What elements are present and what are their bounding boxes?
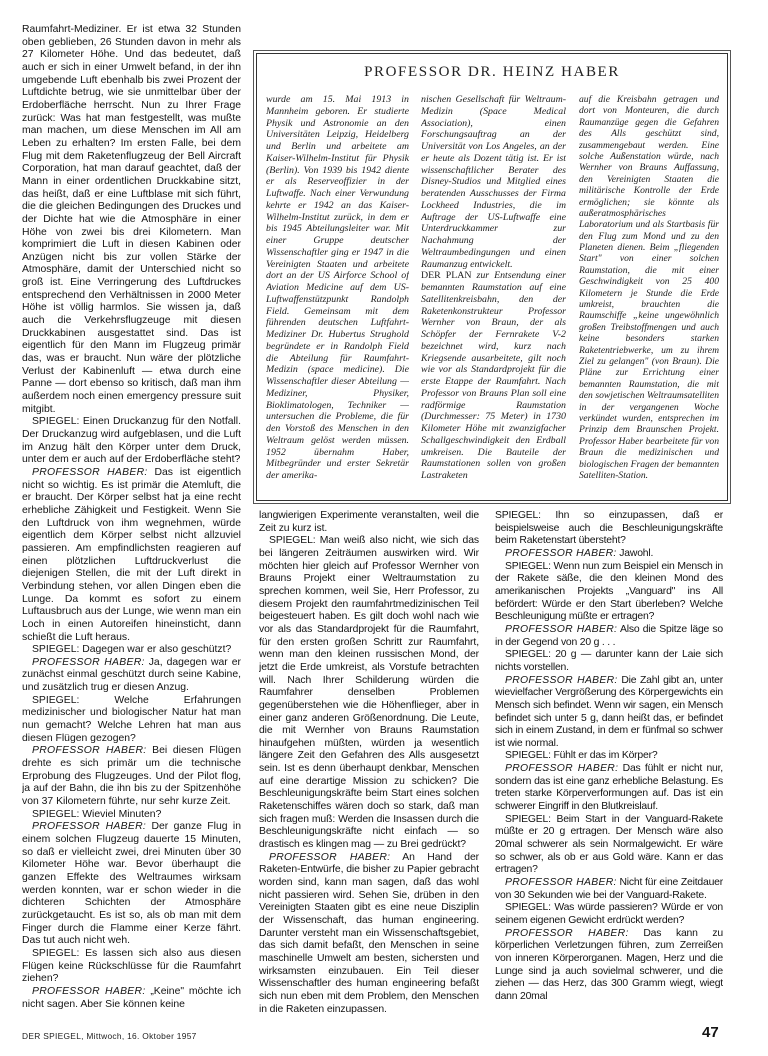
paragraph-text: Bei diesen Flügen drehte es sich primär um die technische Erprobung des Flugzeuges. Und der Pilot flog, ja auf der Bahn, die ihn bis zu der Spitzenhöhe von 37 Kilometern führte, nur sehr kurze Zeit. [22,745,241,808]
speaker-label: PROFESSOR HABER: [505,927,629,939]
column-left [22,24,241,1028]
paragraph [22,986,241,1011]
paragraph [495,750,723,763]
paragraph-text: Der ganze Flug in einem solchen Flugzeug dauerte 15 Minuten, so daß er vielleicht zwei, drei Minuten über 30 Kilometer Höhe war. Bevor überhaupt die ganzen Effekte des Weltraumes wirksam werden konnten, war er schon wieder in die dichteren Schichten der Atmosphäre zurückgetaucht. Es ist so, als ob man mit dem Finger durch die Flamme einer Kerze fährt. Das tut auch nicht weh. [22,821,241,947]
speaker-label: PROFESSOR HABER: [505,623,618,635]
paragraph [22,416,241,467]
box-lead: DER PLAN [421,270,472,282]
paragraph-text: Also die Spitze läge so in der Gegend von 20 g . . . [495,623,723,648]
speaker-label: SPIEGEL: [505,750,551,762]
speaker-label: SPIEGEL: [505,902,551,914]
paragraph-text: Beim Start in der Vanguard-Rakete müßte er 20 g ertragen. Der Mensch wäre also 20mal schwerer als sein Normalgewicht. Er wäre so schwer, als ob er aus Gold wäre. Kann er das ertragen? [495,813,723,876]
paragraph [495,649,723,674]
speaker-label: SPIEGEL: [32,947,80,959]
box-column-1 [266,94,409,492]
speaker-label: SPIEGEL: [32,808,80,820]
speaker-label: PROFESSOR HABER: [505,877,617,889]
paragraph [495,624,723,649]
box-column-2 [421,94,566,492]
speaker-label: SPIEGEL: [505,813,551,825]
paragraph-text: Das fühlt er nicht nur, sondern das ist eine ganz erhebliche Belastung. Es treten starke Körperverformungen auf. Das ist ein schwerer Eingriff in den Blutkreislauf. [495,763,723,813]
speaker-label: SPIEGEL: [32,694,80,706]
speaker-label: PROFESSOR HABER: [32,745,147,757]
paragraph [22,948,241,986]
box-text: auf die Kreisbahn getragen und dort von Monteuren, die durch Raumanzüge gegen die Gefahren des Alls geschützt sind, zusammengebaut werden. Eine solche Außenstation würde, nach Wernher von Brauns Auffassung, den Vereinigten Staaten die militärische Kontrolle der Erde ermöglichen; sie könnte als außeratmosphärisches Laboratorium und als Startbasis für den Flug zum Mond und zu den Planeten dienen. Beim „fliegenden Start" von einer solchen Raumstation, die mit einer Geschwindigkeit von 25 400 Kilometern je Stunde die Erde umkreist, brauchten die Raumschiffe „keine ungewöhnlich großen Treibstoffmengen und auch keine besonders starken Raketentriebwerke, um zu ihrem Ziel zu gelangen" (von Braun). Die Pläne zur Errichtung einer bemannten Raumstation, die mit den sowjetischen Weltraumsatelliten in der vergangenen Woche verkündet wurden, entsprechen im Prinzip dem Braunschen Projekt. Professor Haber bearbeitete für von Braun die medizinischen und biologischen Fragen der bemannten Satelliten-Station. [579,94,719,481]
box-text: wurde am 15. Mai 1913 in Mannheim geboren. Er studierte Physik und Astronomie an den Universitäten Leipzig, Heidelberg und Berlin und arbeitete am Kaiser-Wilhelm-Institut für Physik (Berlin). Von 1939 bis 1942 diente er als Reserveoffizier in der Luftwaffe. Nach einer Verwundung kehrte er 1942 an das Kaiser-Wilhelm-Institut zurück, in dem er bis 1945 Abteilungsleiter war. Mit einer Gruppe deutscher Wissenschaftler ging er 1947 in die Vereinigten Staaten und arbeitete dort an der US Airforce School of Aviation Medicine auf dem US-Luftwaffenstützpunkt Randolph Field. Gemeinsam mit dem führenden deutschen Luftfahrt-Mediziner Dr. Hubertus Strughold begründete er in Randolph Field die Abteilung für Raumfahrt-Medizin (space medicine). Die Wissenschaftler dieser Abteilung — Mediziner, Physiker, Bioklimatologen, Techniker — untersuchen die Probleme, die für den Vorstoß des Menschen in den Weltraum gelöst werden müssen. 1952 übernahm Haber, Mitbegründer und erster Sekretär der amerika- [266,94,409,481]
paragraph [495,877,723,902]
paragraph [495,814,723,877]
speaker-label: SPIEGEL: [32,416,80,428]
paragraph [495,763,723,814]
paragraph [22,809,241,822]
speaker-label: PROFESSOR HABER: [505,763,619,775]
paragraph [495,561,723,624]
paragraph-text: „Keine" möchte ich nicht sagen. Aber Sie können keine [22,985,241,1010]
paragraph-text: Wenn nun zum Beispiel ein Mensch in der Rakete säße, die den kleinen Mond des amerikanischen Projekts „Vanguard" ins All befördert: Würde er den Start überleben? Welche Beschleunigung müßte er ertragen? [495,560,723,623]
speaker-label: PROFESSOR HABER: [32,985,146,997]
speaker-label: SPIEGEL: [495,510,541,521]
speaker-label: SPIEGEL: [505,560,551,572]
speaker-label: PROFESSOR HABER: [505,547,617,559]
paragraph-text: Es lassen sich also aus diesen Flügen keine Rückschlüsse für die Raumfahrt ziehen? [22,947,241,985]
paragraph [22,745,241,808]
paragraph-text: Ihn so einzupassen, daß er beispielsweise auch die Beschleunigungskräfte beim Raketenstart übersteht? [495,510,723,547]
speaker-label: PROFESSOR HABER: [32,466,148,478]
paragraph-text: Nicht für eine Zeitdauer von 30 Sekunden wie bei der Vanguard-Rakete. [495,877,723,901]
speaker-label: SPIEGEL: [32,644,80,656]
box-text-cont: zur Entsendung einer bemannten Raumstation auf eine Satellitenkreisbahn, den der Raketenkonstrukteur Professor Wernher von Braun, der als Schöpfer der Fernrakete V-2 bezeichnet wird, kurz nach Kriegsende ausarbeitete, gilt noch wie vor als Standardprojekt für die erste Etappe der Raumfahrt. Nach Professor von Brauns Plan soll eine radförmige Raumstation (Durchmesser: 75 Meter) in 1730 Kilometer Höhe mit zwanzigfacher Schallgeschwindigkeit den Erdball umkreisen. Die Bauteile der Raumstationen sollen von großen Lastraketen [421,270,566,481]
speaker-label: PROFESSOR HABER: [32,656,145,668]
paragraph-text: An Hand der Raketen-Entwürfe, die bisher zu Papier gebracht worden sind, kann man sagen, daß das wohl nicht passieren wird. Sehen Sie, drüben in den Vereinigten Staaten gibt es eine neue Disziplin der Wissenschaft, das human engineering. Darunter versteht man ein Wissenschaftsgebiet, das sich damit befaßt, den Menschen in seine maschinelle Umwelt am besten, sichersten und wirksamsten einzubauen. Ein Teil dieser Wissenschaftler des human engineering befaßt sich nun eben mit dem Problem, den Menschen in die Raketen einzupassen. [259,851,479,1015]
paragraph [259,852,479,1017]
paragraph-text: Wieviel Minuten? [79,808,162,820]
paragraph-text: Die Zahl gibt an, unter wievielfacher Vergrößerung des Körpergewichts ein Mensch sich befindet. Wenn wir sagen, ein Mensch befindet sich unter 5 g, dann heißt das, er befindet sich in einem Zustand, in dem er fünfmal so schwer ist wie normal. [495,674,723,749]
box-column-3 [579,94,719,492]
paragraph [22,821,241,948]
page-number: 47 [702,1024,719,1041]
speaker-label: SPIEGEL: [505,649,551,661]
speaker-label: PROFESSOR HABER: [505,674,618,686]
paragraph [259,510,479,535]
paragraph-text: Das ist eigentlich nicht so wichtig. Es ist primär die Atemluft, die er braucht. Der Körper selbst hat ja eine recht erhebliche Zähigkeit und Festigkeit. Wenn Sie den Luftdruck von ihm wegnehmen, würde eigentlich dem Körper selbst nicht allzuviel passieren. Am empfindlichsten reagieren auf einen plötzlichen Luftdruckverlust die diejenigen Stellen, die mit der Luft direkt in Verbindung stehen, vor allen Dingen eben die Lunge. Da kommt es sofort zu einem Luftausbruch aus der Lunge, wie wenn man ein Loch in einen Autoreifen hineinsticht, dann schießt die Luft heraus. [22,466,241,643]
speaker-label: PROFESSOR HABER: [32,821,147,833]
paragraph-text: 20 g — darunter kann der Laie sich nichts vorstellen. [495,649,723,673]
paragraph [259,535,479,851]
paragraph [22,657,241,695]
paragraph-text: Ja, dagegen war er zunächst einmal geschützt durch seine Kabine, und zusätzlich trug er diesen Anzug. [22,656,241,694]
biography-box [256,53,728,501]
paragraph [22,644,241,657]
paragraph [22,695,241,746]
paragraph-text: Das kann zu körperlichen Verletzungen führen, zum Zerreißen von inneren Körperorganen. Magen, Herz und die Lunge sind ja auch sovielmal schwerer, und die ziehen — das Herz, das 300 Gramm wiegt, wiegt dann 20mal [495,927,723,1002]
box-text: nischen Gesellschaft für Weltraum-Medizin (Space Medical Association), einen Forschungsauftrag an der Universität von Los Angeles, an der er heute als Dozent tätig ist. Er ist wissenschaftlicher Berater des Disney-Studios und Mitglied eines beratenden Ausschusses der Firma Lockheed Industries, die im Auftrage der US-Luftwaffe eine Unterdruckkammer zur Nachahmung der Weltraumbedingungen und einen Raumanzug entwickelt. [421,94,566,270]
paragraph [495,510,723,548]
box-text [421,270,566,482]
paragraph [495,928,723,1004]
paragraph-text: Welche Erfahrungen medizinischer und biologischer Natur hat man nun gemacht? Welche Lehren hat man aus diesen Flügen gezogen? [22,694,241,744]
paragraph-text: Man weiß also nicht, wie sich das bei längeren Zeiträumen auswirken wird. Wir möchten hier gleich auf Professor Wernher von Brauns Projekt einer Weltraumstation zu sprechen kommen, weil Sie, Herr Professor, zu diesem Projekt den raumfahrtmedizinischen Teil beigesteuert haben. Es gilt doch wohl nach wie vor als das Standardprojekt für die Raumfahrt, für den ersten großen Schritt zur Raumfahrt, wenn man den kleinen russischen Mond, der jetzt die Erde umkreist, als Vorstufe betrachten will. Nach Ihrer Schilderung würden die Raumfahrer denselben Problemen gegenüberstehen wie die Höhenflieger, aber in einer ganz anderen Größenordnung. Die Leute, die mit Wernher von Brauns Raumstation hinaufgehen müßten, würden ja wesentlich längere Zeit den Gefahren des Alls ausgesetzt sein. Ist es denn überhaupt denkbar, Menschen auf eine derartige Mission zu schicken? Die Beschleunigungskräfte beim Start eines solchen Raketenschiffes wären doch so stark, daß man sich fragen muß: Werden die Insassen durch die Beschleunigungskräfte nicht einfach — so drastisch es klingen mag — zu Brei gedrückt? [259,535,479,851]
speaker-label: PROFESSOR HABER: [269,851,391,863]
paragraph [495,548,723,561]
footer-issue: DER SPIEGEL, Mittwoch, 16. Oktober 1957 [22,1031,197,1041]
paragraph [22,24,241,416]
paragraph-text: langwierigen Experimente veranstalten, weil die Zeit zu kurz ist. [259,510,479,534]
paragraph-text: Dagegen war er also geschützt? [79,644,232,656]
paragraph-text: Fühlt er das im Körper? [550,750,658,762]
paragraph-text: Raumfahrt-Mediziner. Er ist etwa 32 Stunden oben geblieben, 26 Stunden davon in mehr als 27 Kilometer Höhe. Und das bedeutet, daß auch er sich in einer Umwelt befand, in der ihn umgebende Luft ebenhalb bis zwei Prozent der Luftdichte betrug, wie sie unmittelbar über der Erdoberfläche herrscht. Nun zu Ihrer Frage zurück: Was hat man festgestellt, was mußte man machen, um diese Menschen im All am Leben zu erhalten? Im ersten Falle, bei dem Flug mit dem Raketenflugzeug der Bell Aircraft Corporation, hat man darauf geachtet, daß der Mann in einer ordentlichen Druckkabine sitzt, das heißt, daß er eine Luftblase mit sich führt, die die gleichen Bedingungen des Druckes und der Dichte hat wie die Atmosphäre in einer Höhe von zwei bis drei Kilometern. Man komprimiert die Luft in diesen Kabinen oder Anzügen nicht bis zur vollen Stärke der Atmosphäre, damit der Unterschied nicht so groß ist. Eine Verringerung des Luftdruckes entsprechend den Verhältnissen in 2000 Meter Höhe ist völlig harmlos. Sie wissen ja, daß auch die Verkehrsflugzeuge mit diesen Druckkabinen ausgestattet sind. Das ist eigentlich für den Mann im Flugzeug primär das, was er braucht. Nun wäre der plötzliche Verlust der Kabinenluft — etwa durch eine Panne — dort ebenso so kritisch, daß man ihm außerdem noch einen emergency pressure suit mitgibt. [22,24,241,415]
box-title: PROFESSOR DR. HEINZ HABER [364,64,620,80]
paragraph [495,675,723,751]
paragraph-text: Jawohl. [616,547,654,559]
paragraph [495,902,723,927]
column-right [495,510,723,1028]
paragraph [22,467,241,644]
column-middle [259,510,479,1028]
speaker-label: SPIEGEL: [269,535,316,547]
paragraph-text: Einen Druckanzug für den Notfall. Der Druckanzug wird aufgeblasen, und die Luft im Anzug hält den Körper unter dem Druck, unter dem er auch auf der Erdoberfläche steht? [22,416,241,466]
paragraph-text: Was würde passieren? Würde er von seinem eigenen Gewicht erdrückt werden? [495,902,723,926]
